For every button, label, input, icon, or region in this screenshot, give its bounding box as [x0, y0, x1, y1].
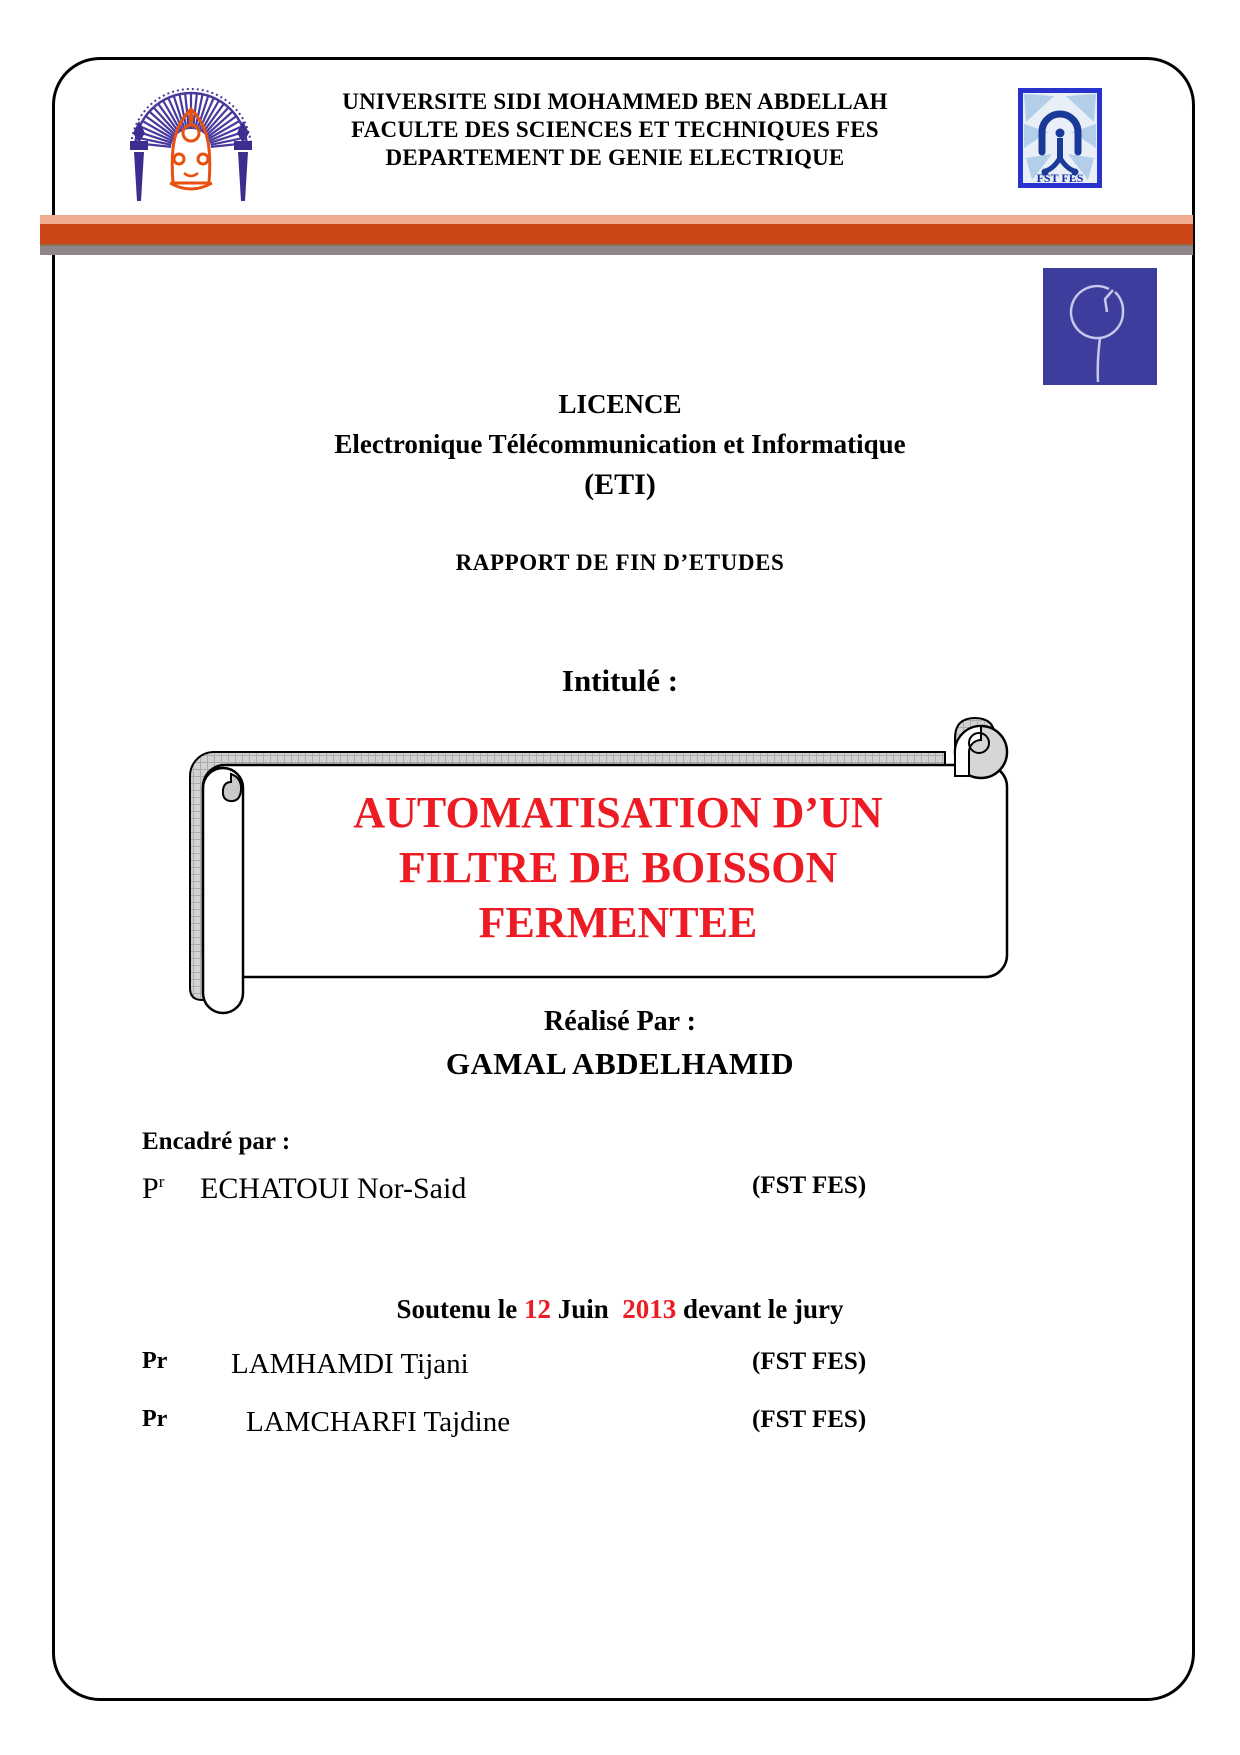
- intitule-label: Intitulé :: [561, 663, 679, 698]
- degree-program: Electronique Télécommunication et Informatique: [334, 429, 906, 459]
- scroll-right-roll: [955, 726, 1007, 778]
- degree-level: LICENCE: [558, 389, 682, 419]
- faculty-name: FACULTE DES SCIENCES ET TECHNIQUES FES: [351, 117, 879, 142]
- jury-name: LAMCHARFI Tajdine: [246, 1406, 511, 1438]
- report-title-line-3: FERMENTEE: [478, 898, 758, 947]
- university-crest-logo: [120, 75, 262, 205]
- report-title-line-2: FILTRE DE BOISSON: [398, 843, 838, 892]
- jury-row: [0, 1406, 1240, 1450]
- jury-title: Pr: [142, 1406, 168, 1432]
- fst-fes-logo: [1018, 88, 1102, 188]
- department-name: DEPARTEMENT DE GENIE ELECTRIQUE: [385, 145, 845, 170]
- realise-label: Réalisé Par :: [544, 1006, 696, 1037]
- defense-month: Juin: [551, 1294, 623, 1324]
- advisor-affiliation: (FST FES): [752, 1172, 867, 1199]
- jury-title: Pr: [142, 1348, 168, 1374]
- university-name: UNIVERSITE SIDI MOHAMMED BEN ABDELLAH: [342, 89, 888, 114]
- defense-day: 12: [524, 1294, 551, 1324]
- report-title-line-1: AUTOMATISATION D’UN: [353, 788, 883, 837]
- advisor-title: [142, 1172, 164, 1206]
- scroll-banner: [183, 710, 1013, 1018]
- defense-suffix: devant le jury: [676, 1294, 844, 1324]
- advisor-title-sup: r: [158, 1172, 165, 1191]
- defense-line: [120, 1294, 1120, 1325]
- defense-year: 2013: [622, 1294, 677, 1324]
- university-header: [250, 88, 980, 172]
- advisor-title-letter: P: [142, 1172, 159, 1205]
- band-stripe-salmon: [40, 215, 1193, 224]
- scroll-left-roll: [203, 768, 243, 1013]
- band-stripe-gray: [40, 246, 1193, 255]
- degree-block: [120, 384, 1120, 506]
- crest-arabesque-emblem: [170, 109, 212, 189]
- author-name: GAMAL ABDELHAMID: [445, 1046, 795, 1081]
- band-stripe-orange: [40, 224, 1193, 244]
- jury-name: LAMHAMDI Tijani: [231, 1348, 469, 1380]
- advisor-name: ECHATOUI Nor-Said: [200, 1172, 467, 1205]
- decorative-band: [40, 215, 1193, 255]
- jury-row: [0, 1348, 1240, 1392]
- encadre-label: Encadré par :: [142, 1128, 291, 1155]
- advisor-row: [0, 1172, 1240, 1216]
- report-type: RAPPORT DE FIN D’ETUDES: [455, 550, 785, 575]
- degree-abbrev: (ETI): [584, 468, 656, 501]
- jury-affiliation: (FST FES): [752, 1348, 867, 1375]
- jury-affiliation: (FST FES): [752, 1406, 867, 1433]
- fst-logo-caption: FST FES: [1036, 171, 1084, 185]
- blue-square-emblem-logo: [1043, 268, 1157, 385]
- defense-prefix: Soutenu le: [396, 1294, 524, 1324]
